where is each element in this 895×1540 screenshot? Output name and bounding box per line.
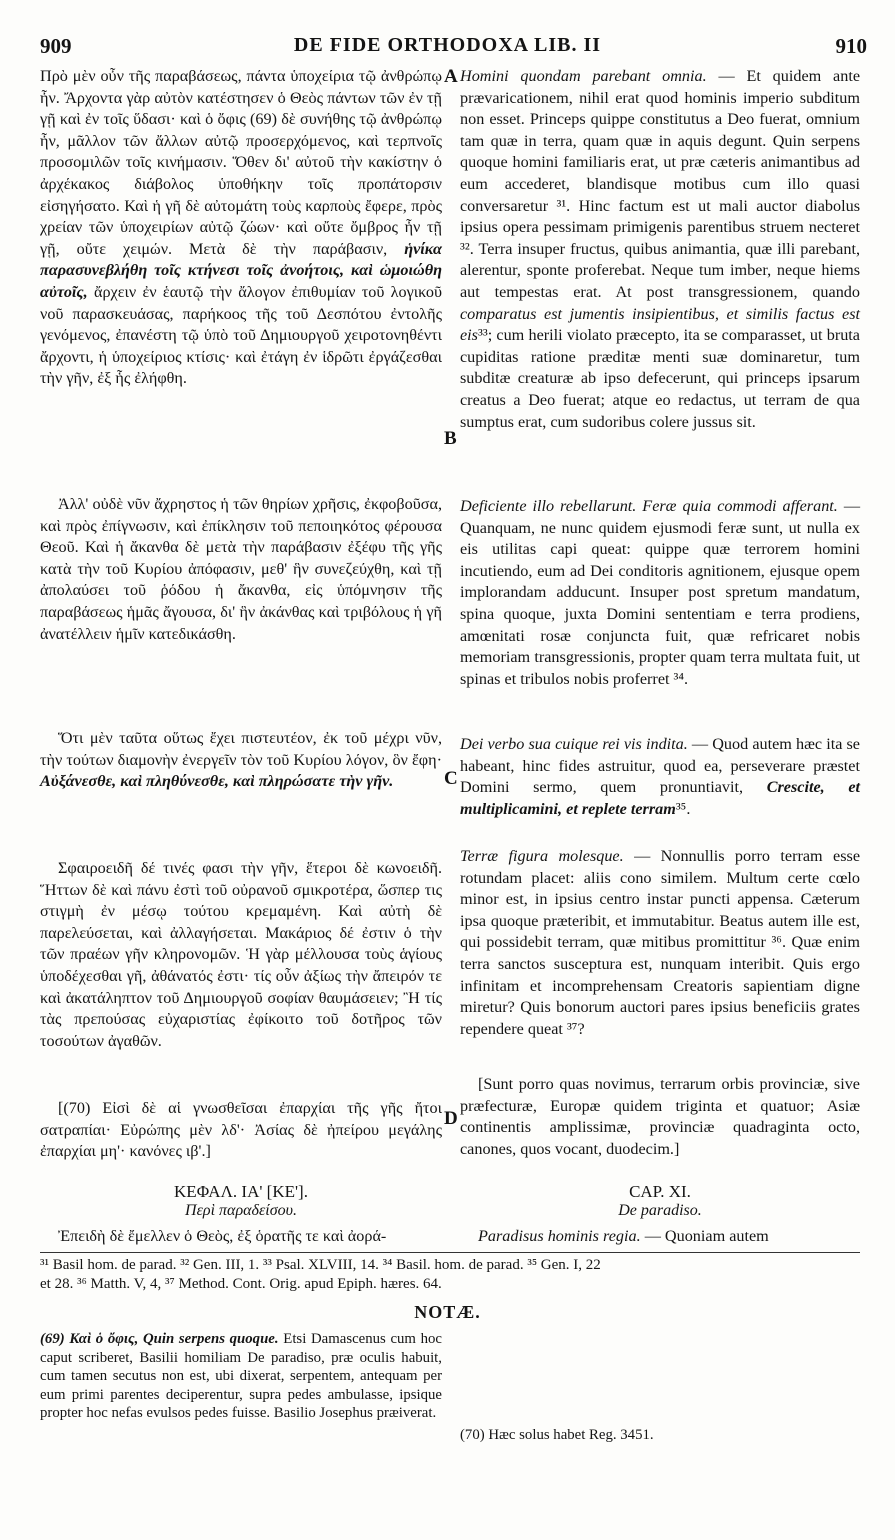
notae-heading: NOTÆ. — [414, 1302, 481, 1322]
greek-chapter-title: Περὶ παραδείσου. — [185, 1202, 297, 1219]
margin-letter-d: D — [444, 1108, 458, 1129]
section-title: Deficiente illo rebellarunt. Feræ quia commodi afferant. — [460, 497, 838, 515]
page-number-right: 910 — [835, 34, 867, 58]
section-title: Dei verbo sua cuique rei vis indita. — [460, 735, 688, 753]
latin-chapter-heading: CAP. XI. De paradiso. — [460, 1182, 860, 1220]
footnote-line-1: ³¹ Basil hom. de parad. ³² Gen. III, 1. ³³ Psal. XLVIII, 14. ³⁴ Basil. hom. de parad. ³⁵ Gen. I, 22 — [40, 1257, 601, 1273]
latin-paragraph-3: Dei verbo sua cuique rei vis indita. — Quod autem hæc ita se habeant, hinc fides astruitur, quod ea, perseverare præstet Domini sermo, quem pronuntiavit, Crescite, et multiplicamini, et replete terram³⁵. — [460, 735, 860, 818]
greek-chapter-first-line: Ἐπειδὴ δὲ ἔμελλεν ὁ Θεὸς, ἐξ ὁρατῆς τε καὶ ἀορά- — [58, 1227, 387, 1245]
latin-chapter-title: De paradiso. — [618, 1202, 702, 1219]
running-title: DE FIDE ORTHODOXA LIB. II — [293, 34, 602, 56]
note-70: (70) Hæc solus habet Reg. 3451. — [460, 1427, 654, 1443]
latin-paragraph-4: Terræ figura molesque. — Nonnullis porro terram esse rotundam placet: aliis cono similem. Multum certe cœlo minor est, in ipsius centro instar puncti appensa. Cæterum ipsa quoque præteribit, et immutabitur. Beatus autem ille est, qui possidebit terram, quæ mitibus promittitur ³⁶. Quæ enim terra sanctos susceptura est, nunquam interibit. Quis ergo infinitam et incomprehensam Creatoris sapientiam digne miretur? Quis bonorum auctori pares ipsius beneficiis grates rependere queat ³⁷? — [460, 847, 860, 1038]
page-number-left: 909 — [40, 34, 72, 58]
footnote-line-2: et 28. ³⁶ Matth. V, 4, ³⁷ Method. Cont. Orig. apud Epiph. hæres. 64. — [40, 1276, 442, 1292]
latin-paragraph-2: Deficiente illo rebellarunt. Feræ quia commodi afferant. — Quanquam, ne nunc quidem ejusmodi feræ sunt, ut nulla ex eis utilitas capi queat: quippe quæ terrorem homini incutiendo, eum ad Dei conditoris agnitionem, ejusque opem implorandam adducunt. Insuper post spretum mandatum, spina quoque, juxta Domini sententiam e terra prodiens, amœnitati rosæ conjuncta fuit, quæ refricaret nobis memoriam transgressionis, propter quam terra multata fuit, ut spinas et tribulos nobis proferret ³⁴. — [460, 497, 861, 688]
footnotes — [40, 1256, 860, 1294]
section-title: Terræ figura molesque. — [460, 847, 624, 865]
greek-paragraph-4: Σφαιροειδῆ δέ τινές φασι τὴν γῆν, ἕτεροι δὲ κωνοειδῆ. Ἥττων δὲ καὶ πάνυ ἐστὶ τοῦ οὐρανοῦ σμικροτέρα, ὥσπερ τις στιγμὴ ἐν μέσῳ τούτου κρεμαμένη. Καὶ αὐτὴ δὲ παρελεύσεται, καὶ ἀλλαγήσεται. Μακάριος δέ ἐστιν ὁ τὴν τῶν πραέων γῆν κληρονομῶν. Ἡ γὰρ μέλλουσα τοὺς ἁγίους ὑποδέχεσθαι γῆ, ἀθάνατός ἐστι· τίς οὖν ἀξίως τὴν ἄπειρόν τε καὶ ἀκατάληπτον τοῦ Δημιουργοῦ σοφίαν θαυμάσειεν; Ἢ τίς τὰς πρεπούσας εὐχαριστίας ἐφίκοιτο τοῦ δοτῆρος τῶν τοσούτων ἀγαθῶν. — [40, 859, 442, 1050]
greek-paragraph-5: [(70) Εἰσὶ δὲ αἱ γνωσθεῖσαι ἐπαρχίαι τῆς γῆς ἤτοι σατραπίαι· Εὐρώπης μὲν λδ'· Ἀσίας δὲ ἠπείρου μεγάλης ἐπαρχίαι μη'· κανόνες ιβ'.] — [40, 1099, 442, 1161]
greek-paragraph-2: Ἀλλ' οὐδὲ νῦν ἄχρηστος ἡ τῶν θηρίων χρῆσις, ἐκφοβοῦσα, καὶ πρὸς ἐπίγνωσιν, καὶ ἐπίκλησιν τοῦ πεποιηκότος φέρουσα Θεοῦ. Καὶ ἡ ἄκανθα δὲ μετὰ τὴν παράβασιν ἐξέφυ τῆς γῆς κατὰ τὴν τοῦ Κυρίου ἀπόφασιν, μεθ' ἣν συνεζεύχθη, καὶ τῇ ἀπολαύσει τοῦ ῥόδου ἡ ἄκανθα, εἰς ὑπόμνησιν τῆς παραβάσεως ἡμᾶς ἄγουσα, δι' ἣν ἀκάνθας καὶ τριβόλους ἡ γῆ ἀνατέλλειν ἡμῖν κατεδικάσθη. — [40, 495, 442, 643]
greek-paragraph-1: Πρὸ μὲν οὖν τῆς παραβάσεως, πάντα ὑποχείρια τῷ ἀνθρώπῳ ἦν. Ἄρχοντα γὰρ αὐτὸν κατέστησεν ὁ Θεὸς πάντων τῶν ἐν τῇ γῇ καὶ ἐν τοῖς ὕδασι· καὶ ὁ ὄφις (69) δὲ συνήθης τῷ ἀνθρώπῳ ἦν, μᾶλλον τῶν ἄλλων αὐτῷ προσερχόμενος, καὶ τερπνοῖς προσομιλῶν τοῖς κινήμασιν. Ὅθεν δι' αὐτοῦ τὴν κακίστην ὁ ἀρχέκακος διάβολος ὑποθήκην τοῖς προπάτορσιν εἰσηγήσατο. Καὶ ἡ γῆ δὲ αὐτομάτη τοὺς καρποὺς ἔφερε, πρὸς χρείαν τῶν ὑποχειρίων αὐτῷ ζώων· καὶ οὔτε ὄμβρος ἦν τῇ γῇ, οὔτε χειμών. Μετὰ δὲ τὴν παράβασιν, ἡνίκα παρασυνεβλήθη τοῖς κτήνεσι τοῖς ἀνοήτοις, καὶ ὡμοιώθη αὐτοῖς, ἄρχειν ἐν ἑαυτῷ τὴν ἄλογον ἐπιθυμίαν τοῦ λογικοῦ νοῦ παρασκευάσας, παρήκοος τῆς τοῦ Δεσπότου ἐντολῆς γενόμενος, ἐπανέστη τῷ ὑπὸ τοῦ Δημιουργοῦ χειροτονηθέντι ἄρχοντι, ἡ ὑποχείριος κτίσις· καὶ ἐτάγη ἐν ἱδρῶτι ἐργάζεσθαι τὴν γῆν, ἐξ ἧς ἐλήφθη. — [40, 67, 443, 388]
greek-chapter-heading: ΚΕΦΑΛ. ΙΑ' [ΚΕ']. Περὶ παραδείσου. — [40, 1182, 442, 1220]
latin-paragraph-1: Homini quondam parebant omnia. — Et quidem ante prævaricationem, nihil erat quod hominis imperio subditum non esset. Princeps quippe constitutus a Deo fuerat, omnium tam quæ in terra, quam quæ in aquis degunt. Quin serpens quoque homini familiaris erat, ut præ cæteris animantibus ad eum accederet, blandisque motibus cum illo quasi conversaretur ³¹. Hinc factum est ut mali auctor diabolus ipsius opera pessimam primigenis parentibus struem necteret ³². Terra insuper fructus, quibus animantia, quæ illi parebant, alerentur, sponte proferebat. Neque tum imber, neque hiems aut tempestas erat. At post transgressionem, quando comparatus est jumentis insipientibus, et similis factus est eis³³; cum herili violato præcepto, ita se comparasset, ut bruta cupiditas ratione præditæ menti suæ dominaretur, tum subditæ creaturæ ab ipso defecerunt, qui princeps ipsarum creatus a Deo fuerat; atque eo redactus, ut terram de qua sumptus erat, cum sudoribus colere jussus sit. — [460, 67, 861, 431]
note-69: (69) Καὶ ὁ ὄφις, Quin serpens quoque. Etsi Damascenus cum hoc caput scriberet, Basilii homiliam De paradiso, præ oculis habuit, cum tamen secutus non est, ubi dixerat, serpentem, antequam per eum primi parentes deciperentur, supra pedes ambulasse, ipsique propter hoc nefas evulsos pedes fuisse. Basilio Josephus præiverat. — [40, 1331, 442, 1421]
greek-paragraph-3: Ὅτι μὲν ταῦτα οὕτως ἔχει πιστευτέον, ἐκ τοῦ μέχρι νῦν, τὴν τούτων διαμονὴν ἐνεργεῖν τὸν τοῦ Κυρίου λόγον, ὃν ἔφη· Αὐξάνεσθε, καὶ πληθύνεσθε, καὶ πληρώσατε τὴν γῆν. — [40, 729, 442, 791]
margin-letter-b: B — [444, 428, 457, 449]
latin-paragraph-5: [Sunt porro quas novimus, terrarum orbis provinciæ, sive præfecturæ, Europæ quidem triginta et quatuor; Asiæ continentis amplissimæ, provinciæ quadraginta octo, canones, quos vocant, duodecim.] — [460, 1075, 860, 1158]
section-title: Homini quondam parebant omnia. — [460, 67, 707, 85]
margin-letter-a: A — [444, 66, 458, 87]
latin-chapter-first-line: Paradisus hominis regia. — Quoniam autem — [478, 1227, 769, 1245]
section-title: Paradisus hominis regia. — [478, 1227, 641, 1245]
margin-letter-c: C — [444, 768, 458, 789]
footnote-rule — [40, 1252, 860, 1253]
